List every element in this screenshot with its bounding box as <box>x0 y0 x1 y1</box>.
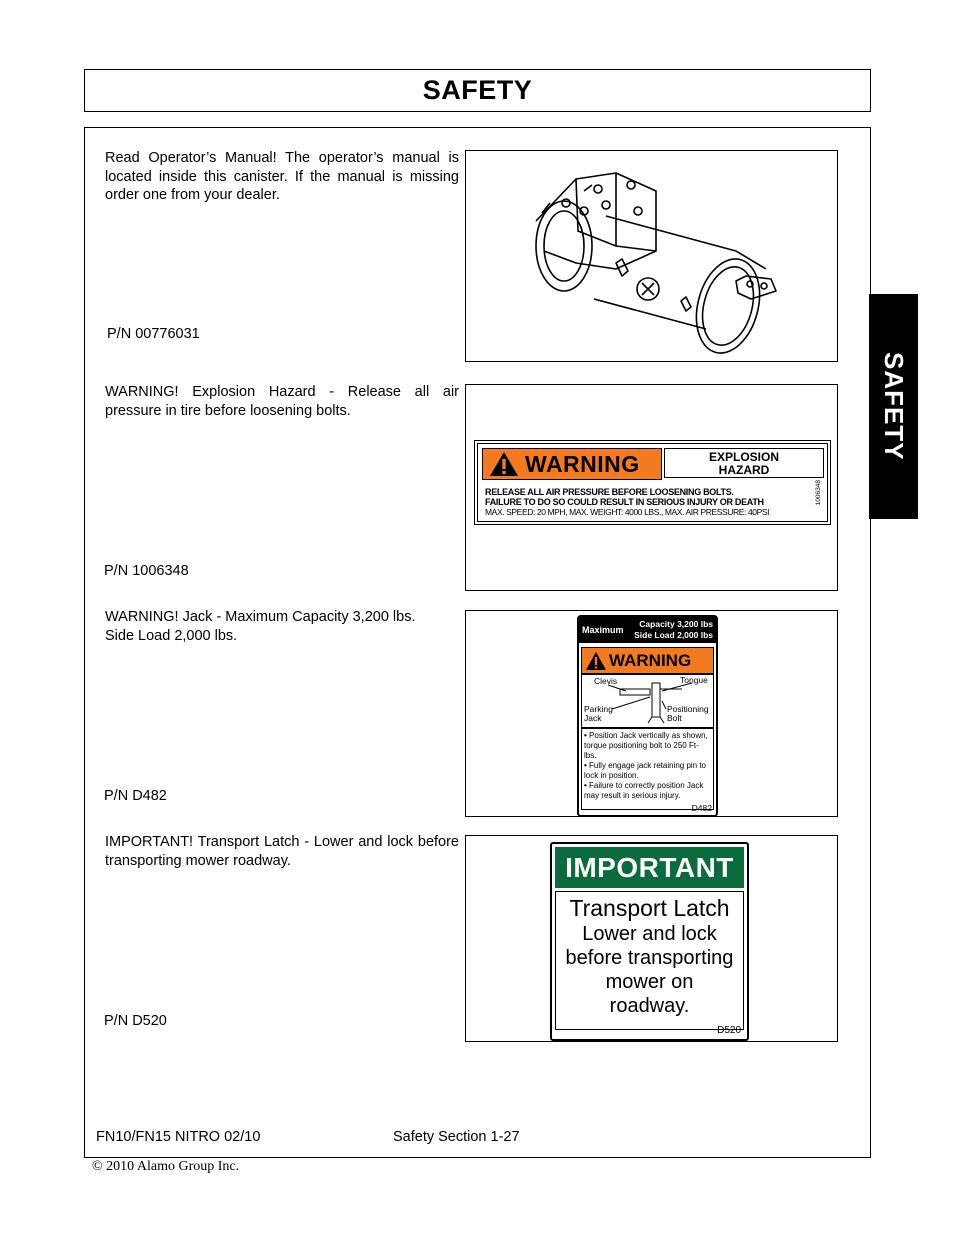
explosion-decal-panel <box>465 384 838 591</box>
warning-triangle-icon <box>585 651 607 671</box>
decal-code: D482 <box>691 803 712 813</box>
jack-diagram-lines <box>582 675 713 727</box>
important-decal <box>550 842 749 1041</box>
part-number: P/N 00776031 <box>107 326 200 342</box>
side-tab-label: SAFETY <box>879 352 909 461</box>
copyright: © 2010 Alamo Group Inc. <box>92 1159 240 1174</box>
warning-signal-word: WARNING <box>609 650 692 670</box>
side-tab <box>869 294 918 519</box>
manual-description: Read Operator’s Manual! The operator’s manual is located inside this canister. If the manual is missing order one from your dealer. <box>105 150 459 203</box>
transport-latch-description: IMPORTANT! Transport Latch - Lower and lock before transporting mower roadway. <box>105 834 459 869</box>
manual-canister-panel <box>465 150 838 362</box>
part-number: P/N D520 <box>104 1013 167 1029</box>
transport-latch-decal-panel <box>465 835 838 1042</box>
decal-line: RELEASE ALL AIR PRESSURE BEFORE LOOSENING BOLTS. <box>485 487 734 497</box>
decal-code: D520 <box>717 1025 741 1036</box>
part-number: P/N 1006348 <box>104 563 189 579</box>
jack-description: WARNING! Jack - Maximum Capacity 3,200 lbs. Side Load 2,000 lbs. <box>105 609 416 644</box>
hazard-title: EXPLOSION HAZARD <box>664 448 824 478</box>
important-signal-word: IMPORTANT <box>565 851 734 883</box>
decal-line: MAX. SPEED: 20 MPH, MAX. WEIGHT: 4000 LBS., MAX. AIR PRESSURE: 40PSI <box>485 507 770 517</box>
jack-warning-decal <box>577 615 718 817</box>
jack-diagram: Clevis Tongue Parking Jack Positioning Bolt <box>581 674 714 728</box>
warning-banner <box>581 647 714 674</box>
important-message: Transport Latch Lower and lock before transporting mower on roadway. <box>555 891 744 1030</box>
footer-section: Safety Section 1-27 <box>393 1129 520 1145</box>
explosion-description: WARNING! Explosion Hazard - Release all air pressure in tire before loosening bolts. <box>105 384 459 419</box>
important-banner <box>555 847 744 888</box>
warning-signal-word: WARNING <box>525 450 640 477</box>
part-number: P/N D482 <box>104 788 167 804</box>
decal-code: 1006348 <box>815 480 822 506</box>
page-title: SAFETY <box>422 75 533 105</box>
warning-banner <box>482 448 662 480</box>
page-header <box>84 69 871 112</box>
warning-triangle-icon <box>489 451 519 477</box>
manual-canister-illustration <box>466 151 837 361</box>
jack-decal-panel <box>465 610 838 817</box>
jack-instructions: • Position Jack vertically as shown, torque positioning bolt to 250 Ft-lbs. • Fully engage jack retaining pin to lock in position. • Failure to correctly position Jack may result in serious injury. <box>581 728 714 810</box>
explosion-warning-decal <box>474 440 831 525</box>
decal-line: FAILURE TO DO SO COULD RESULT IN SERIOUS INJURY OR DEATH <box>485 497 764 507</box>
footer-model: FN10/FN15 NITRO 02/10 <box>96 1129 261 1145</box>
capacity-header: Maximum Capacity 3,200 lbs Side Load 2,000 lbs <box>579 617 716 643</box>
